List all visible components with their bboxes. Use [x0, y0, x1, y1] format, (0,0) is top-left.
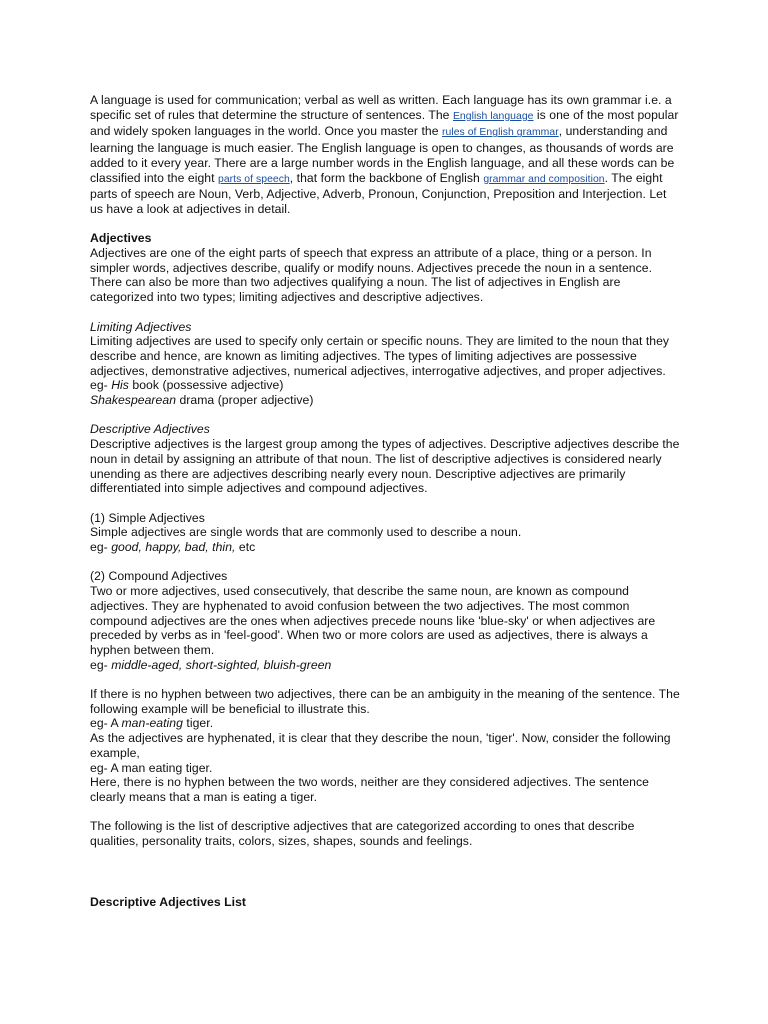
example-prefix: eg-	[90, 378, 112, 393]
parts-of-speech-link[interactable]: parts of speech	[218, 173, 290, 185]
intro-text-4: , that form the backbone of English	[289, 170, 484, 185]
compound-body: Two or more adjectives, used consecutively, that describe the same noun, are known as compound adjectives. They are hyphenated to avoid confusion between the two adjectives. The most common compound adjectives are the ones when adjectives precede nouns like 'blue-sky' or when adjectives are preceded by verbs as in 'feel-good'. When two or more colors are used as adjectives, there is always a hyphen between them.	[90, 584, 656, 657]
adjectives-section	[90, 231, 682, 305]
adjectives-body: Adjectives are one of the eight parts of speech that express an attribute of a place, thing or a person. In simpler words, adjectives describe, qualify or modify nouns. Adjectives precede the noun in a sentence. There can also be more than two adjectives qualifying a noun. The list of adjectives in English are categorized into two types; limiting adjectives and descriptive adjectives.	[90, 246, 653, 305]
intro-text-1: A language is used for communication; verbal as well as written. Each language has its own grammar i.e. a specific set of rules that determine the structure of sentences. The	[90, 93, 672, 122]
hyphen-section	[90, 687, 682, 805]
hyphen-body-1: If there is no hyphen between two adjectives, there can be an ambiguity in the meaning of the sentence. The following example will be beneficial to illustrate this.	[90, 687, 680, 716]
example-prefix: eg-	[90, 540, 112, 555]
intro-paragraph	[90, 93, 682, 217]
simple-body: Simple adjectives are single words that are commonly used to describe a noun.	[90, 525, 522, 540]
example-word: man-eating	[121, 716, 183, 731]
intro-text-3: , understanding and learning the language is much easier. The English language is open to changes, as thousands of words are added to it every year. There are a large number words in the English language, and all these words can be classified into the eight	[90, 124, 675, 185]
example-words: good, happy, bad, thin,	[111, 540, 236, 555]
hyphen-example-2: eg- A man eating tiger.	[90, 760, 213, 775]
limiting-example-1	[90, 378, 682, 393]
compound-section	[90, 569, 682, 672]
adjectives-heading: Adjectives	[90, 231, 152, 246]
example-suffix: etc	[235, 540, 256, 555]
simple-section	[90, 511, 682, 555]
hyphen-body-3: Here, there is no hyphen between the two words, neither are they considered adjectives. The sentence clearly means that a man is eating a tiger.	[90, 775, 649, 804]
example-prefix: eg-	[90, 657, 112, 672]
list-heading: Descriptive Adjectives List	[90, 895, 247, 910]
example-suffix: drama (proper adjective)	[176, 393, 314, 408]
limiting-heading: Limiting Adjectives	[90, 319, 192, 334]
descriptive-section	[90, 422, 682, 496]
simple-heading: (1) Simple Adjectives	[90, 510, 205, 525]
intro-text-2: is one of the most popular and widely spoken languages in the world. Once you master the	[90, 107, 679, 139]
spacer	[90, 863, 682, 895]
compound-heading: (2) Compound Adjectives	[90, 569, 228, 584]
compound-example	[90, 658, 682, 673]
document-page	[90, 93, 682, 925]
intro-text-5: . The eight parts of speech are Noun, Verb, Adjective, Adverb, Pronoun, Conjunction, Preposition and Interjection. Let us have a look at adjectives in detail.	[90, 170, 667, 216]
list-intro-paragraph: The following is the list of descriptive adjectives that are categorized according to ones that describe qualities, personality traits, colors, sizes, shapes, sounds and feelings.	[90, 819, 635, 849]
simple-example	[90, 540, 682, 555]
example-words: middle-aged, short-sighted, bluish-green	[111, 657, 332, 672]
rules-of-english-grammar-link[interactable]: rules of English grammar	[442, 127, 559, 139]
example-word: His	[111, 378, 129, 393]
hyphen-example-1	[90, 716, 682, 731]
limiting-section	[90, 320, 682, 408]
english-language-link[interactable]: English language	[452, 110, 534, 122]
limiting-body: Limiting adjectives are used to specify only certain or specific nouns. They are limited to the noun that they describe and hence, are known as limiting adjectives. The types of limiting adjectives are possessive adjectives, demonstrative adjectives, numerical adjectives, interrogative adjectives, and proper adjectives.	[90, 334, 670, 378]
example-suffix: tiger.	[182, 716, 214, 731]
descriptive-heading: Descriptive Adjectives	[90, 422, 210, 437]
limiting-example-2	[90, 393, 682, 408]
descriptive-body: Descriptive adjectives is the largest group among the types of adjectives. Descriptive adjectives describe the noun in detail by assigning an attribute of that noun. The list of descriptive adjectives is considered nearly unending as there are adjectives describing nearly every noun. Descriptive adjectives are primarily differentiated into simple adjectives and compound adjectives.	[90, 437, 680, 496]
grammar-and-composition-link[interactable]: grammar and composition	[483, 173, 605, 185]
example-prefix: eg- A	[90, 716, 122, 731]
example-word: Shakespearean	[90, 393, 177, 408]
example-suffix: book (possessive adjective)	[128, 378, 284, 393]
hyphen-body-2: As the adjectives are hyphenated, it is clear that they describe the noun, 'tiger'. Now, consider the following example,	[90, 731, 671, 760]
